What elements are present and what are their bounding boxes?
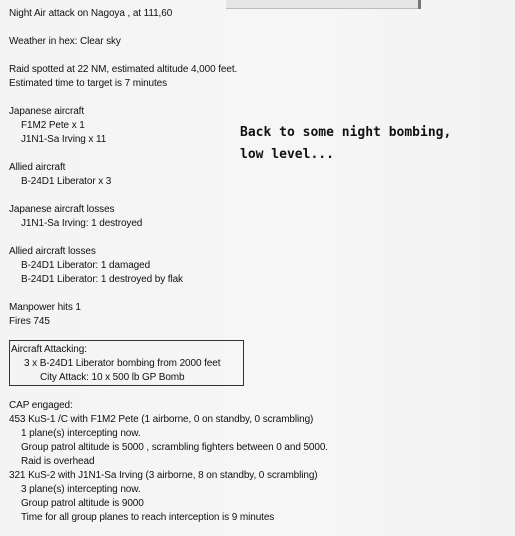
estimated-time-line: Estimated time to target is 7 minutes xyxy=(9,78,168,89)
allied-losses-item: B-24D1 Liberator: 1 damaged xyxy=(21,260,151,271)
cap-intercept-line: 1 plane(s) intercepting now. xyxy=(21,428,141,439)
japanese-losses-heading: Japanese aircraft losses xyxy=(9,204,115,215)
note-line: Back to some night bombing, xyxy=(240,125,452,140)
report-title: Night Air attack on Nagoya , at 111,60 xyxy=(9,8,173,19)
weather-line: Weather in hex: Clear sky xyxy=(9,36,121,47)
city-attack-line: City Attack: 10 x 500 lb GP Bomb xyxy=(40,372,185,383)
japanese-aircraft-item: J1N1-Sa Irving x 11 xyxy=(21,134,107,145)
window-edge xyxy=(418,0,421,9)
cap-patrol-line: Group patrol altitude is 9000 xyxy=(21,498,144,509)
note-line: low level... xyxy=(240,147,334,162)
window-top-bar xyxy=(226,0,419,9)
japanese-aircraft-item: F1M2 Pete x 1 xyxy=(21,120,85,131)
allied-losses-heading: Allied aircraft losses xyxy=(9,246,96,257)
manpower-hits-line: Manpower hits 1 xyxy=(9,302,81,313)
aircraft-attacking-line: 3 x B-24D1 Liberator bombing from 2000 feet xyxy=(24,358,221,369)
cap-patrol-line: Group patrol altitude is 5000 , scrambling fighters between 0 and 5000. xyxy=(21,442,328,453)
cap-unit-line: 453 KuS-1 /C with F1M2 Pete (1 airborne, 0 on standby, 0 scrambling) xyxy=(9,414,314,425)
allied-aircraft-item: B-24D1 Liberator x 3 xyxy=(21,176,112,187)
raid-spotted-line: Raid spotted at 22 NM, estimated altitude 4,000 feet. xyxy=(9,64,238,75)
fires-line: Fires 745 xyxy=(9,316,50,327)
cap-status-line: Raid is overhead xyxy=(21,456,95,467)
aircraft-attacking-heading: Aircraft Attacking: xyxy=(11,344,87,355)
cap-intercept-line: 3 plane(s) intercepting now. xyxy=(21,484,141,495)
allied-aircraft-heading: Allied aircraft xyxy=(9,162,66,173)
cap-time-line: Time for all group planes to reach interception is 9 minutes xyxy=(21,512,275,523)
handwritten-note xyxy=(240,122,451,166)
japanese-aircraft-heading: Japanese aircraft xyxy=(9,106,85,117)
allied-losses-item: B-24D1 Liberator: 1 destroyed by flak xyxy=(21,274,183,285)
cap-unit-line: 321 KuS-2 with J1N1-Sa Irving (3 airborne, 8 on standby, 0 scrambling) xyxy=(9,470,318,481)
cap-heading: CAP engaged: xyxy=(9,400,73,411)
japanese-losses-item: J1N1-Sa Irving: 1 destroyed xyxy=(21,218,143,229)
